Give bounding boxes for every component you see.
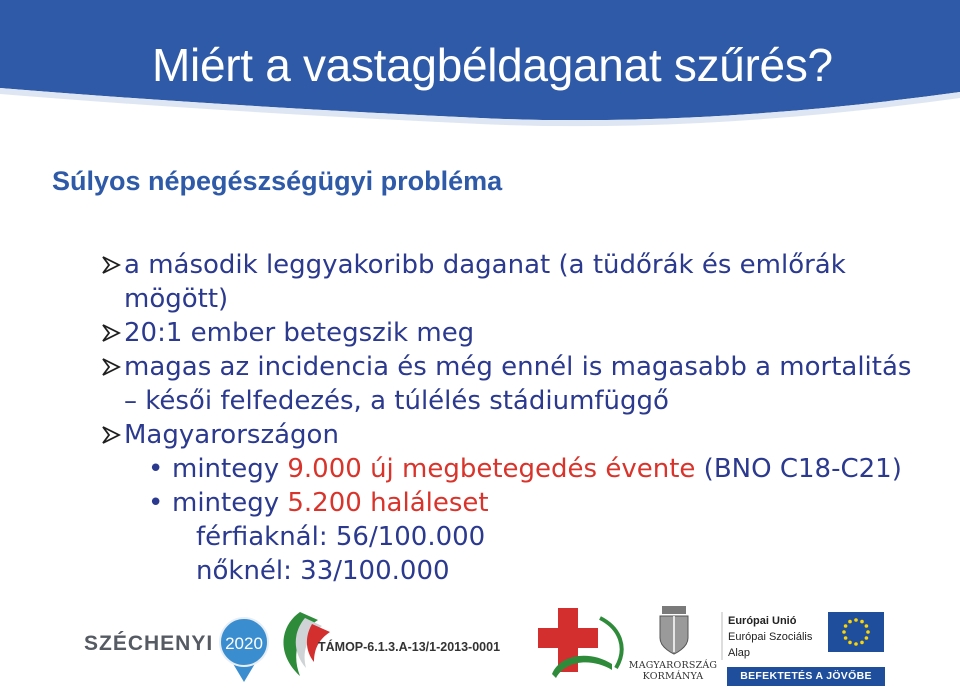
point-text: 20:1 ember betegszik meg — [124, 318, 475, 348]
medical-cross-logo-icon — [538, 608, 622, 678]
slide-content — [100, 248, 940, 588]
bullet-highlight: 9.000 új megbetegedés évente — [287, 454, 696, 484]
eu-slogan-bar: BEFEKTETÉS A JÖVŐBE — [727, 667, 885, 686]
point-3-continuation — [100, 384, 940, 418]
eu-line-3: Alap — [728, 647, 751, 659]
dot-bullet-icon: • — [148, 454, 164, 484]
arrow-bullet-icon — [100, 350, 124, 384]
point-text: Magyarországon — [124, 420, 339, 450]
government-line-1: MAGYARORSZÁG — [628, 660, 718, 671]
point-text: a második leggyakoribb daganat (a tüdőrák és emlőrák — [124, 250, 846, 280]
szechenyi-year: 2020 — [225, 634, 263, 653]
slide-subtitle: Súlyos népegészségügyi probléma — [52, 166, 503, 196]
slide-title: Miért a vastagbéldaganat szűrés? — [152, 39, 833, 91]
point-2 — [100, 316, 940, 350]
arrow-bullet-icon — [100, 418, 124, 452]
government-line-2: KORMÁNYA — [642, 671, 704, 682]
sub-item-women: nőknél: 33/100.000 — [196, 556, 450, 586]
sub-item-men: férfiaknál: 56/100.000 — [196, 522, 486, 552]
point-1 — [100, 248, 940, 282]
eu-flag-icon — [828, 612, 884, 652]
bullet-text — [172, 454, 902, 484]
szechenyi-2020-logo-icon — [220, 618, 268, 682]
szechenyi-logo-text: SZÉCHENYI — [84, 632, 214, 655]
bullet-prefix: mintegy — [172, 454, 288, 484]
point-1-continuation — [100, 282, 940, 316]
government-logo-text — [628, 660, 718, 682]
coat-of-arms-icon — [660, 606, 688, 654]
arrow-bullet-icon — [100, 316, 124, 350]
tamop-code: TÁMOP-6.1.3.A-13/1-2013-0001 — [318, 640, 501, 654]
bullet-2 — [148, 486, 940, 520]
arrow-bullet-icon — [100, 248, 124, 282]
point-4 — [100, 418, 940, 452]
eu-fund-text — [728, 613, 812, 661]
point-text: magas az incidencia és még ennél is magasabb a mortalitás — [124, 352, 912, 382]
point-text: – késői felfedezés, a túlélés stádiumfüggő — [124, 386, 669, 416]
bullet-suffix: (BNO C18-C21) — [695, 454, 902, 484]
point-3 — [100, 350, 940, 384]
bullet-1 — [148, 452, 940, 486]
dot-bullet-icon: • — [148, 488, 164, 518]
bullet-text — [172, 488, 489, 518]
point-text: mögött) — [124, 284, 229, 314]
bullet-highlight: 5.200 haláleset — [287, 488, 489, 518]
bullet-prefix: mintegy — [172, 488, 288, 518]
eu-line-1: Európai Unió — [728, 615, 797, 627]
eu-line-2: Európai Szociális — [728, 631, 813, 643]
